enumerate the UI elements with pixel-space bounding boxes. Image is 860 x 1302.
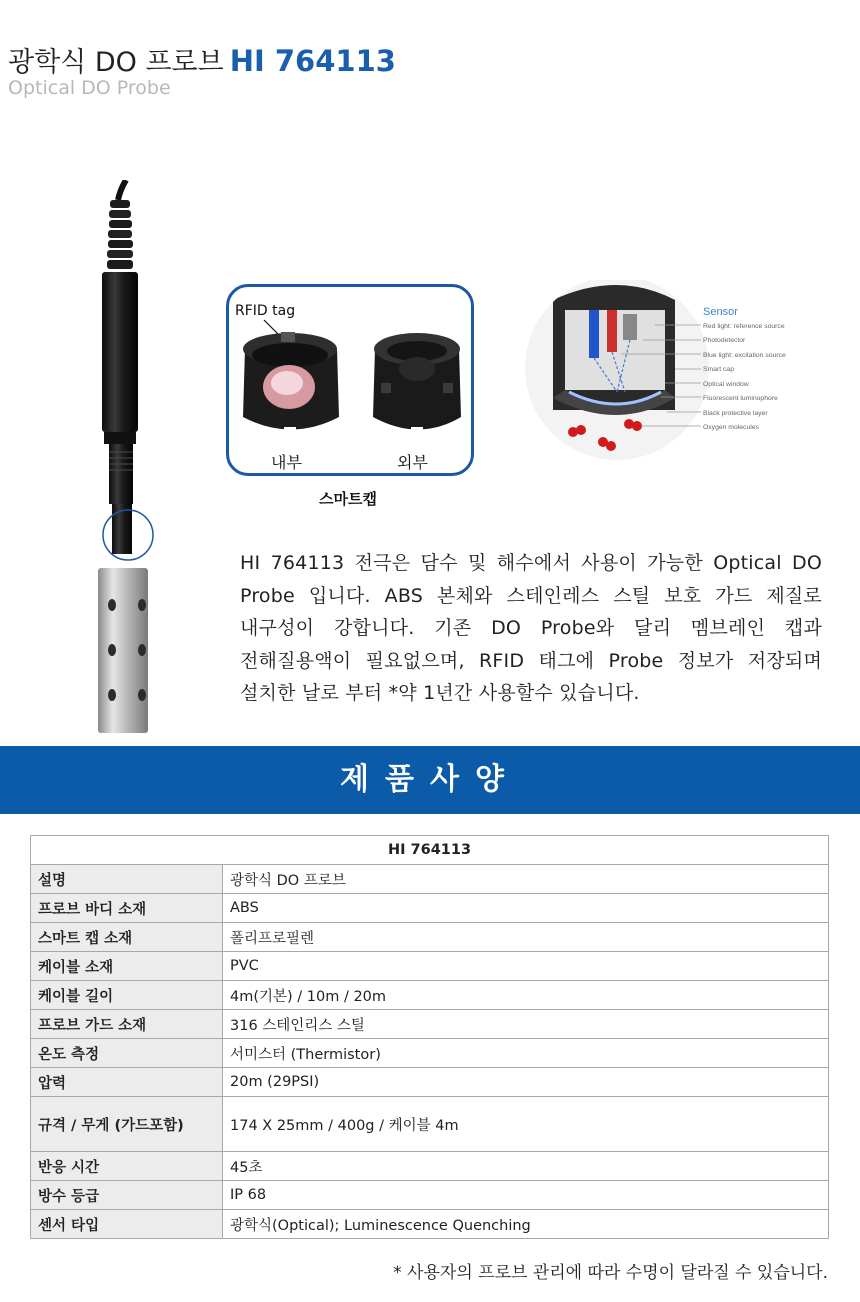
sensor-label: Optical window xyxy=(703,381,749,388)
spec-value: PVC xyxy=(223,952,829,981)
product-description xyxy=(240,547,822,710)
spec-value: 광학식(Optical); Luminescence Quenching xyxy=(223,1210,829,1239)
description-line: 설치한 날로 부터 *약 1년간 사용할수 있습니다. xyxy=(240,682,640,704)
spec-label: 규격 / 무게 (가드포함) xyxy=(31,1097,223,1152)
outer-view-label: 외부 xyxy=(397,453,428,472)
spec-banner: 제품사양 xyxy=(0,746,860,814)
inner-view-label: 내부 xyxy=(271,453,302,472)
table-row xyxy=(31,981,829,1010)
table-row xyxy=(31,1181,829,1210)
spec-label: 프로브 가드 소재 xyxy=(31,1010,223,1039)
page-subtitle: Optical DO Probe xyxy=(8,77,171,99)
spec-label: 스마트 캡 소재 xyxy=(31,923,223,952)
table-row xyxy=(31,923,829,952)
inner-cap-image xyxy=(243,332,339,435)
spec-value: 광학식 DO 프로브 xyxy=(223,865,829,894)
title-korean: 광학식 DO 프로브 xyxy=(8,47,224,78)
sensor-label: Blue light: excitation source xyxy=(703,352,786,359)
sensor-label: Photodetector xyxy=(703,337,746,344)
spec-value: 서미스터 (Thermistor) xyxy=(223,1039,829,1068)
spec-label: 센서 타입 xyxy=(31,1210,223,1239)
description-line: HI 764113 전극은 담수 및 해수에서 사용이 가능한 Optical DO xyxy=(240,552,822,574)
spec-label: 압력 xyxy=(31,1068,223,1097)
spec-label: 반응 시간 xyxy=(31,1152,223,1181)
spec-value: ABS xyxy=(223,894,829,923)
smart-cap-caption: 스마트캡 xyxy=(319,490,377,508)
outer-cap-image xyxy=(373,333,461,435)
table-row xyxy=(31,894,829,923)
table-header-row xyxy=(31,836,829,865)
table-row xyxy=(31,865,829,894)
cable-strain-relief xyxy=(107,200,133,269)
spec-value: 45초 xyxy=(223,1152,829,1181)
sensor-heading: Sensor xyxy=(703,306,738,318)
spec-label: 방수 등급 xyxy=(31,1181,223,1210)
spec-table xyxy=(30,835,829,1239)
sensor-label: Black protective layer xyxy=(703,410,768,417)
spec-value: 4m(기본) / 10m / 20m xyxy=(223,981,829,1010)
spec-label: 프로브 바디 소재 xyxy=(31,894,223,923)
table-row xyxy=(31,1039,829,1068)
spec-value: 316 스테인리스 스틸 xyxy=(223,1010,829,1039)
probe-image xyxy=(90,180,170,750)
sensor-label: Fluorescent luminophore xyxy=(703,395,778,402)
spec-value: 20m (29PSI) xyxy=(223,1068,829,1097)
sensor-diagram xyxy=(525,280,800,460)
smart-cap-images xyxy=(229,287,471,473)
sensor-label: Smart cap xyxy=(703,366,734,373)
description-line: 전해질용액이 필요없으며, RFID 태그에 Probe 정보가 저장되며 xyxy=(240,649,822,672)
table-row xyxy=(31,952,829,981)
sensor-label: Oxygen molecules xyxy=(703,424,759,431)
table-row xyxy=(31,1097,829,1152)
spec-value: 174 X 25mm / 400g / 케이블 4m xyxy=(223,1097,829,1152)
spec-value: 폴리프로필렌 xyxy=(223,923,829,952)
table-row xyxy=(31,1152,829,1181)
spec-value: IP 68 xyxy=(223,1181,829,1210)
table-header: HI 764113 xyxy=(31,836,829,865)
spec-label: 온도 측정 xyxy=(31,1039,223,1068)
description-line: Probe 입니다. ABS 본체와 스테인레스 스틸 보호 가드 제질로 xyxy=(240,584,822,607)
spec-label: 케이블 소재 xyxy=(31,952,223,981)
description-line: 내구성이 강합니다. 기존 DO Probe와 달리 멤브레인 캡과 xyxy=(240,617,822,639)
model-number: HI 764113 xyxy=(229,44,396,78)
spec-label: 케이블 길이 xyxy=(31,981,223,1010)
spec-label: 설명 xyxy=(31,865,223,894)
table-row xyxy=(31,1010,829,1039)
table-row xyxy=(31,1068,829,1097)
smart-cap-panel xyxy=(226,284,474,476)
sensor-label: Red light: reference source xyxy=(703,323,785,330)
rfid-tag-label: RFID tag xyxy=(235,303,296,319)
page-title xyxy=(8,40,396,79)
footnote: * 사용자의 프로브 관리에 따라 수명이 달라질 수 있습니다. xyxy=(393,1263,828,1283)
table-row xyxy=(31,1210,829,1239)
